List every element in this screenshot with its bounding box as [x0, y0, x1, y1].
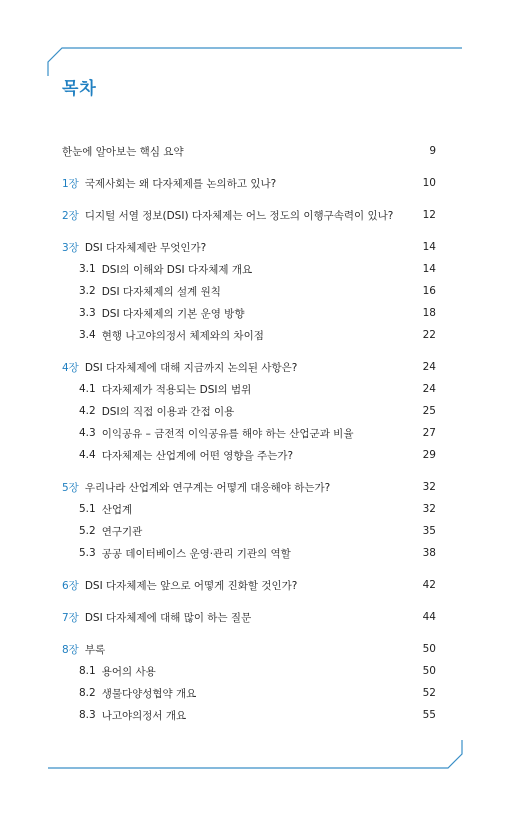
toc-chapter-row[interactable]: [62, 204, 436, 226]
toc-section-page: 35: [422, 525, 436, 537]
toc-chapter-label: [62, 480, 330, 495]
toc-section-label: [79, 448, 293, 463]
toc-section-page: 32: [422, 503, 436, 515]
toc-chapter-page: 42: [422, 579, 436, 591]
toc-section-label: [79, 404, 234, 419]
toc-section-row[interactable]: [62, 258, 436, 280]
toc-section-number: 5.1: [79, 503, 96, 515]
toc-section-label: [79, 284, 221, 299]
page-title: 목차: [62, 79, 97, 99]
toc-section-label: [79, 426, 353, 441]
toc-section-row[interactable]: [62, 542, 436, 564]
toc-section-page: 27: [422, 427, 436, 439]
toc-section-label: [79, 306, 244, 321]
toc-section-label: [79, 686, 196, 701]
toc-section-label: [79, 262, 252, 277]
toc-chapter-number: 6장: [62, 579, 79, 592]
toc-section-page: 16: [422, 285, 436, 297]
toc-section-row[interactable]: [62, 400, 436, 422]
toc-section-label: [79, 382, 251, 397]
toc-section-row[interactable]: [62, 704, 436, 726]
toc-chapter-row[interactable]: [62, 476, 436, 498]
toc-chapter-label: [62, 208, 393, 223]
toc-section-row[interactable]: [62, 422, 436, 444]
toc-chapter-row[interactable]: [62, 172, 436, 194]
toc-section-title: DSI의 직접 이용과 간접 이용: [101, 405, 235, 418]
toc-section-number: 4.1: [79, 383, 96, 395]
toc-section-row[interactable]: [62, 498, 436, 520]
toc-section-page: 55: [422, 709, 436, 721]
toc-chapter-number: 7장: [62, 611, 79, 624]
toc-chapter-label: [62, 642, 105, 657]
toc-chapter-row[interactable]: [62, 574, 436, 596]
toc-section-number: 4.4: [79, 449, 96, 461]
toc-section-page: 29: [422, 449, 436, 461]
toc-section-label: [79, 502, 132, 517]
toc-chapter-page: 44: [422, 611, 436, 623]
frame-top-corner: [48, 48, 462, 76]
toc-section-page: 38: [422, 547, 436, 559]
toc-chapter-row[interactable]: [62, 236, 436, 258]
toc-section-row[interactable]: [62, 520, 436, 542]
toc-chapter-number: 4장: [62, 361, 79, 374]
toc-chapter-label: [62, 578, 297, 593]
toc-section-label: [79, 328, 264, 343]
toc-intro-page: 9: [429, 145, 436, 157]
toc-section-number: 5.3: [79, 547, 96, 559]
toc-chapter-title: DSI 다자체제는 앞으로 어떻게 진화할 것인가?: [84, 579, 298, 592]
toc-section-label: [79, 664, 156, 679]
toc-section-label: [79, 708, 186, 723]
toc-chapter-number: 5장: [62, 481, 79, 494]
toc-section-page: 50: [422, 665, 436, 677]
toc-section-page: 18: [422, 307, 436, 319]
toc-chapter-title: 디지털 서열 정보(DSI) 다자체제는 어느 정도의 이행구속력이 있나?: [84, 209, 394, 222]
toc-section-title: 용어의 사용: [101, 665, 156, 678]
toc-section-label: [79, 546, 291, 561]
toc-chapter-page: 50: [422, 643, 436, 655]
toc-chapter-row[interactable]: [62, 356, 436, 378]
toc-section-title: 연구기관: [101, 525, 143, 538]
toc-chapter-page: 14: [422, 241, 436, 253]
toc-section-title: 다자체제가 적용되는 DSI의 범위: [101, 383, 252, 396]
toc-section-page: 25: [422, 405, 436, 417]
toc-section-title: 이익공유 – 금전적 이익공유를 해야 하는 산업군과 비율: [101, 427, 354, 440]
toc-section-number: 3.1: [79, 263, 96, 275]
toc-section-row[interactable]: [62, 444, 436, 466]
toc-section-page: 14: [422, 263, 436, 275]
toc-section-title: 공공 데이터베이스 운영·관리 기관의 역할: [101, 547, 291, 560]
toc-section-number: 3.3: [79, 307, 96, 319]
toc-section-row[interactable]: [62, 302, 436, 324]
toc-chapter-page: 10: [422, 177, 436, 189]
toc-section-title: 현행 나고야의정서 체제와의 차이점: [101, 329, 264, 342]
toc-chapter-label: [62, 176, 276, 191]
toc-chapter-title: DSI 다자체제에 대해 지금까지 논의된 사항은?: [84, 361, 298, 374]
toc-chapter-title: DSI 다자체제에 대해 많이 하는 질문: [84, 611, 252, 624]
toc-chapter-page: 24: [422, 361, 436, 373]
toc-section-number: 8.2: [79, 687, 96, 699]
toc-section-number: 3.2: [79, 285, 96, 297]
toc-chapter-number: 3장: [62, 241, 79, 254]
toc-chapter-label: [62, 240, 206, 255]
table-of-contents: [62, 140, 436, 726]
toc-section-title: DSI 다자체제의 설계 원칙: [101, 285, 221, 298]
toc-section-row[interactable]: [62, 660, 436, 682]
toc-section-row[interactable]: [62, 378, 436, 400]
toc-section-number: 4.3: [79, 427, 96, 439]
toc-section-number: 4.2: [79, 405, 96, 417]
toc-section-number: 8.1: [79, 665, 96, 677]
toc-section-number: 3.4: [79, 329, 96, 341]
toc-chapter-title: 우리나라 산업계와 연구계는 어떻게 대응해야 하는가?: [84, 481, 331, 494]
toc-chapter-number: 1장: [62, 177, 79, 190]
toc-section-title: DSI 다자체제의 기본 운영 방향: [101, 307, 245, 320]
toc-section-row[interactable]: [62, 682, 436, 704]
toc-chapter-label: [62, 610, 251, 625]
toc-chapter-page: 12: [422, 209, 436, 221]
toc-chapter-row[interactable]: [62, 638, 436, 660]
toc-intro-label: 한눈에 알아보는 핵심 요약: [62, 145, 184, 158]
toc-section-page: 52: [422, 687, 436, 699]
toc-section-page: 22: [422, 329, 436, 341]
toc-chapter-number: 8장: [62, 643, 79, 656]
toc-chapter-label: [62, 360, 297, 375]
toc-section-title: DSI의 이해와 DSI 다자체제 개요: [101, 263, 253, 276]
toc-section-title: 다자체제는 산업계에 어떤 영향을 주는가?: [101, 449, 294, 462]
toc-section-title: 산업계: [101, 503, 133, 516]
toc-intro-row[interactable]: [62, 140, 436, 162]
toc-section-page: 24: [422, 383, 436, 395]
toc-chapter-number: 2장: [62, 209, 79, 222]
toc-section-number: 5.2: [79, 525, 96, 537]
toc-chapter-title: 부록: [84, 643, 106, 656]
toc-section-title: 생물다양성협약 개요: [101, 687, 197, 700]
toc-chapter-title: 국제사회는 왜 다자체제를 논의하고 있나?: [84, 177, 277, 190]
toc-chapter-title: DSI 다자체제란 무엇인가?: [84, 241, 207, 254]
toc-chapter-row[interactable]: [62, 606, 436, 628]
toc-section-label: [79, 524, 142, 539]
toc-chapter-page: 32: [422, 481, 436, 493]
toc-section-number: 8.3: [79, 709, 96, 721]
toc-section-row[interactable]: [62, 280, 436, 302]
toc-section-row[interactable]: [62, 324, 436, 346]
toc-section-title: 나고야의정서 개요: [101, 709, 187, 722]
frame-bottom-corner: [48, 740, 462, 768]
